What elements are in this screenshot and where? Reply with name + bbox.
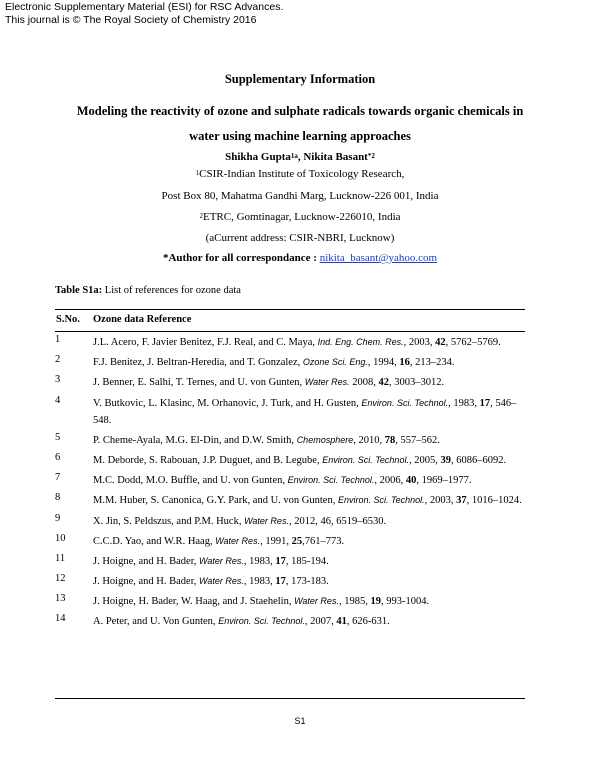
reference-row: [55, 492, 525, 512]
paper-title-line1: Modeling the reactivity of ozone and sulphate radicals towards organic chemicals in: [76, 104, 524, 118]
table-bottom-rule: [55, 698, 525, 699]
reference-text: [93, 354, 525, 374]
reference-authors: J. Hoigne, and H. Bader,: [93, 555, 200, 567]
reference-authors: M.M. Huber, S. Canonica, G.Y. Park, and U. von Gunten,: [93, 495, 338, 507]
reference-volume: 19: [370, 596, 381, 608]
reference-journal: Ind. Eng. Chem. Res.: [317, 337, 404, 347]
reference-authors: J. Hoigne, and H. Bader,: [93, 576, 200, 588]
reference-authors: J. Hoigne, H. Bader, W. Haag, and J. Staehelin,: [93, 596, 295, 608]
reference-number: 5: [55, 431, 61, 443]
reference-volume: 37: [456, 495, 467, 507]
reference-journal: Water Res.: [304, 377, 350, 388]
reference-authors: M. Deborde, S. Rabouan, J.P. Duguet, and B. Legube,: [93, 454, 323, 466]
reference-row: [55, 374, 525, 394]
table-header-rule: [55, 331, 525, 332]
reference-number: 6: [55, 451, 61, 463]
reference-text: [93, 452, 525, 472]
reference-number: 3: [55, 374, 61, 386]
reference-text: [93, 432, 525, 452]
reference-volume: 25: [291, 535, 303, 547]
reference-text: [93, 395, 525, 432]
esi-header: [5, 1, 283, 27]
reference-year: , 2003,: [403, 337, 436, 348]
affiliation-2-sup: 2: [199, 212, 203, 220]
reference-number: 10: [55, 532, 66, 544]
affiliation-2-text: ETRC, Gomtinagar, Lucknow-226010, India: [202, 211, 401, 223]
reference-volume: 17: [275, 576, 286, 588]
reference-number: 11: [55, 552, 66, 564]
reference-number: 4: [55, 394, 61, 406]
reference-number: 14: [55, 613, 66, 625]
reference-row: [55, 573, 525, 593]
reference-pages: , 173-183.: [285, 576, 329, 588]
reference-row: [55, 334, 525, 354]
reference-text: [93, 573, 525, 593]
table-caption-text: List of references for ozone data: [102, 285, 241, 296]
reference-number: 8: [55, 492, 61, 504]
reference-year: , 2010,: [353, 434, 385, 446]
reference-journal: Water Res.: [215, 535, 261, 546]
page-number: S1: [294, 716, 306, 726]
esi-header-line1: Electronic Supplementary Material (ESI) for RSC Advances.: [5, 1, 284, 13]
reference-pages: , 546–548.: [93, 397, 517, 426]
current-address: (aCurrent address: CSIR-NBRI, Lucknow): [205, 232, 395, 244]
reference-year: , 2003,: [424, 495, 457, 507]
paper-title: [0, 99, 600, 149]
reference-row: [55, 472, 525, 492]
reference-text: [93, 472, 525, 492]
affiliation-1-text: CSIR-Indian Institute of Toxicology Research,: [199, 168, 405, 180]
reference-journal: Environ. Sci. Technol.: [218, 616, 305, 627]
reference-number: 2: [55, 354, 61, 366]
reference-pages: , 185-194.: [285, 555, 329, 567]
reference-year: , 1983,: [243, 576, 276, 588]
author-2-name: Nikita Basant: [303, 151, 368, 163]
reference-journal: Water Res.: [244, 515, 289, 526]
affiliation-1-address: Post Box 80, Mahatma Gandhi Marg, Lucknow-226 001, India: [161, 190, 439, 202]
reference-row: [55, 452, 525, 472]
reference-year: , 2006,: [374, 475, 406, 487]
reference-pages: , 3003–3012.: [388, 377, 445, 389]
reference-year: , 2012,: [288, 515, 321, 527]
reference-number: 13: [55, 593, 66, 605]
reference-volume: 41: [336, 616, 347, 628]
table-header-sno: S.No.: [56, 314, 80, 325]
reference-volume: 17: [479, 397, 491, 409]
reference-table: [55, 334, 525, 634]
reference-authors: J. Benner, E. Salhi, T. Ternes, and U. von Gunten,: [93, 377, 305, 389]
reference-journal: Water Res.: [199, 555, 244, 566]
reference-year: , 2005,: [408, 454, 441, 466]
affiliation-1: [0, 168, 600, 181]
reference-volume: 78: [384, 434, 396, 446]
reference-row: [55, 613, 525, 633]
supplementary-heading: Supplementary Information: [224, 72, 376, 86]
reference-pages: , 1969–1977.: [416, 475, 472, 487]
table-top-rule: [55, 309, 525, 310]
reference-text: [93, 513, 525, 533]
reference-journal: Chemosphere: [296, 434, 354, 445]
reference-year: , 1983,: [448, 397, 480, 409]
author-2-sup: *2: [367, 152, 375, 160]
reference-number: 9: [55, 512, 61, 524]
reference-pages: , 6086–6092.: [450, 454, 507, 466]
reference-pages: , 1016–1024.: [466, 495, 522, 507]
reference-row: [55, 432, 525, 452]
author-separator: ,: [297, 151, 304, 163]
reference-journal: Environ. Sci. Technol.: [287, 475, 375, 486]
reference-text: [93, 492, 525, 512]
reference-row: [55, 553, 525, 573]
reference-authors: A. Peter, and U. Von Gunten,: [93, 616, 219, 628]
table-caption-label: Table S1a:: [55, 285, 103, 296]
reference-year: , 1991,: [260, 535, 292, 547]
correspondence: [0, 252, 600, 265]
reference-text: [93, 533, 525, 553]
reference-text: [93, 374, 525, 394]
reference-text: [93, 613, 525, 633]
paper-title-line2: water using machine learning approaches: [189, 129, 411, 143]
reference-table-body: [55, 334, 525, 634]
reference-journal: Water Res.: [294, 596, 339, 607]
reference-authors: M.C. Dodd, M.O. Buffle, and U. von Gunten,: [93, 475, 288, 487]
reference-pages: , 626-631.: [346, 616, 390, 628]
author-1-sup: 1a: [290, 152, 298, 160]
reference-row: [55, 533, 525, 553]
author-1-name: Shikha Gupta: [225, 151, 291, 163]
reference-number: 1: [55, 334, 61, 345]
correspondence-label: *Author for all correspondance :: [162, 252, 320, 264]
reference-journal: Environ. Sci. Technol.: [322, 454, 409, 465]
reference-volume: 17: [275, 555, 286, 567]
reference-pages: ,761–773.: [302, 535, 345, 547]
reference-text: [93, 593, 525, 613]
reference-year: , 1983,: [243, 555, 276, 567]
affiliation-1-sup: 1: [195, 169, 200, 177]
esi-header-line2: This journal is © The Royal Society of Chemistry 2016: [5, 14, 257, 26]
reference-authors: V. Butkovic, L. Klasinc, M. Orhanovic, J. Turk, and H. Gusten,: [93, 397, 362, 409]
reference-year: , 1994,: [367, 357, 400, 369]
reference-row: [55, 513, 525, 533]
reference-authors: F.J. Benitez, J. Beltran-Heredia, and T. Gonzalez,: [93, 357, 303, 369]
reference-journal: Environ. Sci. Technol.: [361, 397, 449, 408]
reference-year: , 2007,: [304, 616, 337, 628]
reference-volume: 42: [378, 377, 389, 389]
reference-pages: , 5762–5769.: [445, 337, 501, 348]
reference-number: 7: [55, 472, 61, 484]
correspondence-email-link[interactable]: nikita_basant@yahoo.com: [319, 252, 438, 264]
reference-pages: , 557–562.: [395, 434, 440, 446]
affiliation-2: [0, 211, 600, 224]
reference-year: , 1985,: [338, 596, 371, 608]
reference-journal: Water Res.: [199, 576, 244, 587]
reference-volume: 40: [405, 475, 417, 487]
reference-authors: X. Jin, S. Peldszus, and P.M. Huck,: [93, 515, 245, 527]
reference-volume: 39: [440, 454, 451, 466]
reference-number: 12: [55, 573, 66, 585]
reference-row: [55, 593, 525, 613]
reference-text: [93, 553, 525, 573]
reference-text: [93, 334, 525, 354]
author-list: [0, 151, 600, 164]
reference-authors: C.C.D. Yao, and W.R. Haag,: [93, 535, 216, 547]
reference-authors: J.L. Acero, F. Javier Benitez, F.J. Real, and C. Maya,: [93, 337, 318, 348]
reference-row: [55, 354, 525, 374]
reference-pages: , 213–234.: [409, 357, 455, 369]
reference-journal: Ozone Sci. Eng.: [302, 357, 368, 368]
reference-authors: P. Cheme-Ayala, M.G. El-Din, and D.W. Smith,: [93, 434, 297, 446]
table-header-reference: Ozone data Reference: [93, 314, 192, 325]
reference-pages: 46, 6519–6530.: [320, 515, 387, 527]
reference-journal: Environ. Sci. Technol.: [337, 495, 425, 506]
reference-volume: 42: [435, 337, 446, 348]
table-caption: [55, 285, 241, 296]
reference-volume: 16: [399, 357, 410, 369]
reference-year: 2008,: [349, 377, 379, 389]
reference-pages: , 993-1004.: [380, 596, 430, 608]
reference-row: [55, 395, 525, 432]
